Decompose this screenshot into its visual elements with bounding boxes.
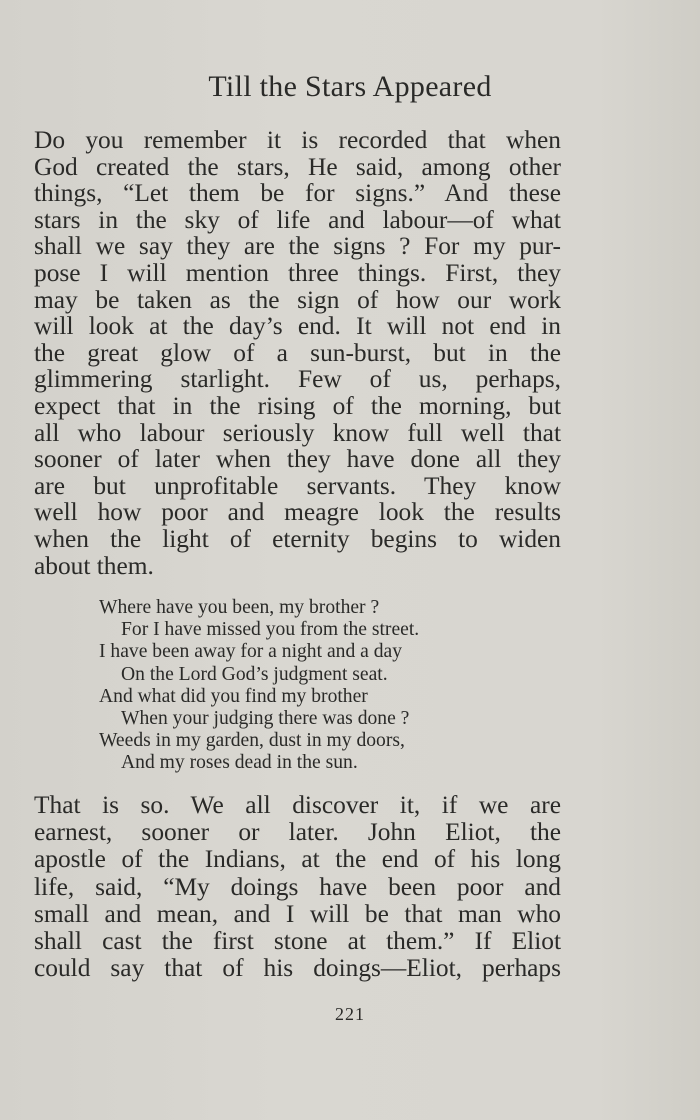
poem-line: On the Lord God’s judgment seat. [121,663,388,685]
text-line: will look at the day’s end. It will not end in [34,312,561,341]
poem-line: And my roses dead in the sun. [121,752,358,774]
text-line: apostle of the Indians, at the end of his long [34,845,561,874]
text-line: life, said, “My doings have been poor and [34,872,561,901]
poem-stanza [99,597,499,775]
text-line: God created the stars, He said, among other [34,152,561,181]
text-line: earnest, sooner or later. John Eliot, the [34,818,561,847]
poem-line: Where have you been, my brother ? [99,597,380,618]
text-line: expect that in the rising of the morning, but [34,391,561,420]
text-line: all who labour seriously know full well that [34,418,561,447]
text-line: stars in the sky of life and labour—of what [34,205,561,234]
poem-line: When your judging there was done ? [121,708,410,730]
text-line: glimmering starlight. Few of us, perhaps, [34,365,561,394]
text-line: the great glow of a sun-burst, but in the [34,338,561,367]
text-line: shall we say they are the signs ? For my pur- [34,232,561,261]
text-line: well how poor and meagre look the results [34,498,561,527]
text-line: things, “Let them be for signs.” And these [34,179,561,208]
page-number: 221 [335,1004,365,1024]
text-line: when the light of eternity begins to widen [34,524,561,553]
text-line: That is so. We all discover it, if we are [34,791,561,819]
paragraph-1 [34,127,561,579]
paragraph-2 [34,792,561,982]
text-line: about them. [34,551,154,580]
text-line: small and mean, and I will be that man who [34,899,561,928]
poem-line: Weeds in my garden, dust in my doors, [99,730,405,752]
text-line: Do you remember it is recorded that when [34,126,561,154]
text-line: may be taken as the sign of how our work [34,285,561,314]
text-line: sooner of later when they have done all they [34,445,561,474]
text-line: are but unprofitable servants. They know [34,471,561,500]
text-line: could say that of his doings—Eliot, perhaps [34,954,561,983]
poem-line: For I have missed you from the street. [121,619,420,641]
poem-line: I have been away for a night and a day [99,641,403,663]
text-line: pose I will mention three things. First, they [34,258,561,287]
running-title: Till the Stars Appeared [208,70,492,103]
poem-line: And what did you find my brother [99,685,368,707]
text-line: shall cast the first stone at them.” If Eliot [34,927,561,956]
